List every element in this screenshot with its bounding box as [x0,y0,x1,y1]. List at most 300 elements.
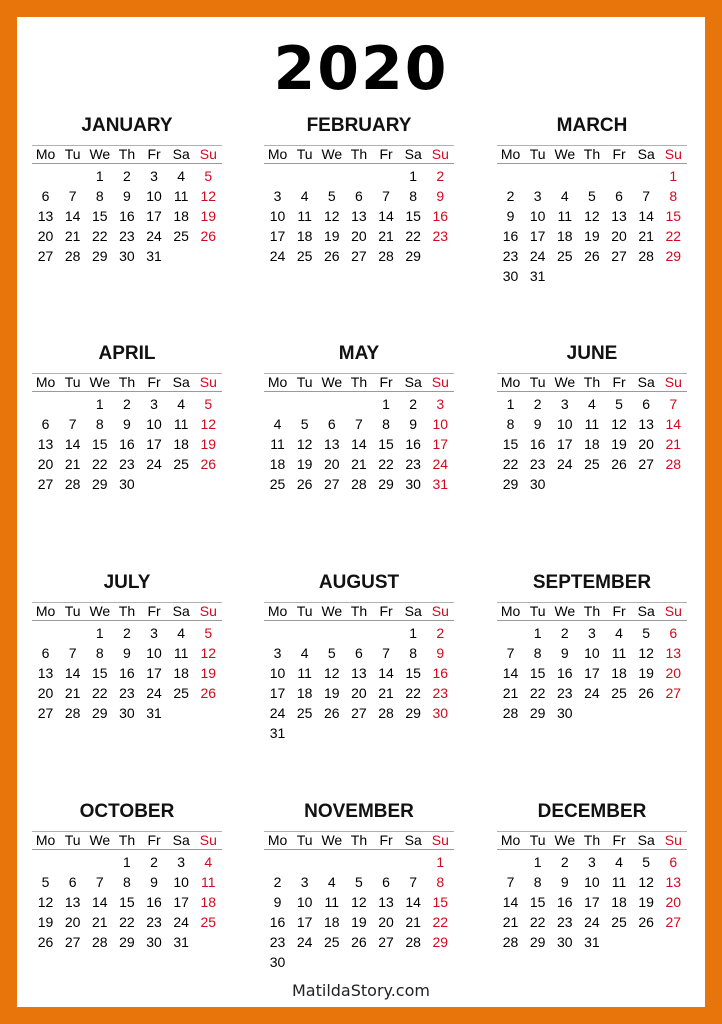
weekday-label: Sa [637,832,655,848]
day-cell: 26 [638,685,654,701]
weekday-label: Tu [529,374,546,390]
day-cell: 15 [529,894,546,910]
day-cell: 18 [611,894,627,910]
day-cell: 9 [409,416,418,432]
empty-cell [373,166,400,186]
day-cell: 16 [432,665,449,681]
day-cell: 10 [269,208,286,224]
weekday-header [264,373,454,392]
day-cell: 7 [382,188,390,204]
day-cell: 9 [560,645,569,661]
empty-cell [606,166,633,186]
month-march [497,115,687,286]
day-cell: 24 [529,248,546,264]
day-cell: 14 [92,894,108,910]
weekday-label: Fr [147,146,161,162]
day-cell: 25 [584,456,600,472]
weekday-label: Fr [147,832,161,848]
day-cell: 7 [669,396,678,412]
empty-cell [373,852,400,872]
day-cell: 30 [119,248,135,264]
day-cell: 10 [557,416,573,432]
weekday-label: Fr [612,146,626,162]
day-cell: 28 [665,456,682,472]
day-cell: 27 [37,705,54,721]
day-cell: 25 [557,248,573,264]
empty-cell [524,166,551,186]
day-cell: 19 [611,436,627,452]
day-cell: 17 [557,436,573,452]
weekday-label: Sa [172,146,190,162]
weekday-header [497,373,687,392]
empty-cell [264,623,291,643]
day-cell: 22 [502,456,519,472]
day-cell: 10 [432,416,449,432]
day-cell: 12 [611,416,627,432]
day-cell: 24 [269,248,286,264]
day-cell: 19 [200,665,217,681]
day-cell: 3 [588,625,596,641]
day-cell: 28 [64,705,81,721]
day-cell: 25 [296,705,313,721]
day-cell: 5 [300,416,309,432]
empty-cell [59,852,86,872]
day-cell: 6 [355,645,363,661]
day-cell: 8 [95,416,104,432]
day-cell: 22 [92,228,108,244]
day-cell: 7 [506,645,515,661]
weekday-label: Su [431,603,449,619]
day-cell: 21 [405,914,421,930]
day-cell: 5 [204,396,213,412]
empty-cell [32,394,59,414]
day-cell: 21 [502,685,519,701]
day-cell: 16 [529,436,546,452]
weekday-header [264,602,454,621]
day-cell: 14 [502,665,519,681]
day-cell: 21 [351,456,367,472]
day-cell: 4 [177,625,186,641]
weekday-label: Sa [172,832,190,848]
day-cell: 22 [529,914,546,930]
day-cell: 23 [502,248,519,264]
month-name: JUNE [566,343,618,364]
day-cell: 3 [150,625,158,641]
weekday-label: Sa [404,374,422,390]
day-cell: 21 [665,436,682,452]
day-cell: 25 [269,476,286,492]
day-cell: 27 [324,476,340,492]
day-cell: 27 [351,705,367,721]
weekday-header [497,145,687,164]
day-cell: 30 [529,476,546,492]
day-cell: 23 [269,934,286,950]
day-cell: 16 [405,436,421,452]
day-cell: 28 [502,705,519,721]
weekday-label: We [89,603,111,619]
weekday-label: Th [583,832,601,848]
day-cell: 28 [92,934,108,950]
day-cell: 10 [529,208,546,224]
day-cell: 5 [204,168,213,184]
weekday-label: Tu [64,146,81,162]
weekday-label: Sa [404,146,422,162]
weekday-label: Fr [379,832,393,848]
day-cell: 9 [436,645,445,661]
day-cell: 26 [200,685,217,701]
month-name: FEBRUARY [306,115,412,136]
day-cell: 5 [642,854,651,870]
weekday-header [497,602,687,621]
empty-cell [86,852,113,872]
day-cell: 15 [502,436,519,452]
day-cell: 27 [378,934,394,950]
day-cell: 4 [615,854,623,870]
day-cell: 5 [327,188,336,204]
day-cell: 7 [382,645,390,661]
calendar-page [17,17,705,1007]
weekday-label: Th [118,146,136,162]
day-cell: 7 [68,645,77,661]
day-cell: 26 [351,934,367,950]
weekday-label: Mo [35,374,56,390]
empty-cell [497,852,524,872]
day-cell: 4 [327,874,336,890]
day-cell: 30 [557,705,573,721]
weekday-label: Su [199,603,217,619]
day-cell: 22 [405,685,421,701]
weekday-label: Su [199,832,217,848]
day-cell: 29 [529,934,546,950]
day-cell: 5 [204,625,213,641]
day-cell: 29 [529,705,546,721]
weekday-label: Th [350,146,368,162]
day-cell: 11 [611,645,627,661]
day-cell: 5 [41,874,50,890]
day-cell: 11 [557,208,573,224]
weekday-label: Fr [147,374,161,390]
day-cell: 17 [269,228,286,244]
weekday-label: Sa [637,374,655,390]
day-cell: 19 [37,914,54,930]
day-cell: 31 [584,934,600,950]
month-april [32,343,222,494]
day-cell: 4 [300,188,309,204]
day-cell: 29 [432,934,449,950]
empty-cell [59,394,86,414]
day-cell: 6 [41,645,50,661]
empty-cell [373,623,400,643]
day-cell: 3 [150,168,158,184]
day-cell: 28 [378,248,394,264]
weekday-header [32,602,222,621]
day-cell: 3 [560,396,569,412]
weekday-label: Tu [529,146,546,162]
day-cell: 13 [37,665,54,681]
day-cell: 14 [378,665,394,681]
month-name: NOVEMBER [304,801,414,822]
day-cell: 11 [173,188,189,204]
weekday-label: Th [118,832,136,848]
empty-cell [400,852,427,872]
empty-cell [264,394,291,414]
weekday-label: Mo [500,832,521,848]
day-cell: 14 [378,208,394,224]
day-cell: 16 [269,914,286,930]
weekday-label: Sa [404,832,422,848]
day-cell: 22 [405,228,421,244]
day-cell: 15 [119,894,135,910]
day-cell: 2 [123,625,131,641]
day-cell: 8 [409,188,418,204]
day-cell: 16 [119,665,135,681]
day-cell: 3 [150,396,158,412]
day-cell: 24 [269,705,286,721]
day-cell: 11 [297,665,312,681]
day-grid [497,852,687,952]
day-cell: 8 [506,416,515,432]
day-cell: 9 [123,188,131,204]
day-cell: 29 [405,705,421,721]
day-cell: 14 [64,665,81,681]
day-cell: 11 [584,416,600,432]
day-cell: 9 [436,188,445,204]
day-cell: 10 [584,645,600,661]
empty-cell [345,852,372,872]
day-cell: 18 [173,436,189,452]
day-cell: 17 [296,914,313,930]
weekday-label: Fr [612,832,626,848]
day-cell: 10 [146,188,162,204]
day-cell: 22 [92,685,108,701]
day-cell: 14 [665,416,682,432]
day-cell: 25 [611,685,627,701]
day-cell: 5 [327,645,336,661]
weekday-label: Su [431,146,449,162]
day-cell: 9 [123,416,131,432]
weekday-label: We [89,146,111,162]
day-cell: 7 [95,874,104,890]
day-cell: 29 [502,476,519,492]
day-cell: 29 [92,476,108,492]
month-august [264,572,454,743]
day-cell: 4 [560,188,569,204]
empty-cell [291,394,318,414]
day-cell: 12 [200,188,217,204]
empty-cell [318,166,345,186]
day-cell: 19 [200,208,217,224]
weekday-label: Mo [500,603,521,619]
day-cell: 10 [269,665,286,681]
day-cell: 12 [638,874,654,890]
day-cell: 26 [200,456,217,472]
day-cell: 28 [502,934,519,950]
empty-cell [497,166,524,186]
day-cell: 11 [324,894,340,910]
month-december [497,801,687,952]
weekday-label: We [321,832,343,848]
day-cell: 27 [611,248,627,264]
day-cell: 23 [119,685,135,701]
weekday-label: Su [199,374,217,390]
day-cell: 25 [173,456,189,472]
day-cell: 12 [638,645,654,661]
weekday-label: Th [118,603,136,619]
day-cell: 15 [405,208,421,224]
weekday-label: We [554,146,576,162]
empty-cell [264,166,291,186]
day-cell: 24 [146,228,162,244]
day-cell: 1 [95,396,104,412]
day-cell: 19 [324,228,340,244]
day-cell: 6 [41,416,50,432]
weekday-label: Mo [500,146,521,162]
month-june [497,343,687,494]
day-cell: 20 [611,228,627,244]
day-cell: 15 [432,894,449,910]
weekday-label: We [321,603,343,619]
day-cell: 20 [64,914,81,930]
day-cell: 8 [533,645,542,661]
month-name: JULY [103,572,151,593]
day-cell: 2 [436,625,445,641]
day-cell: 20 [378,914,394,930]
day-cell: 21 [64,685,81,701]
day-cell: 26 [296,476,313,492]
day-cell: 30 [119,476,135,492]
day-cell: 19 [584,228,600,244]
day-cell: 6 [355,188,363,204]
day-cell: 25 [173,228,189,244]
weekday-label: Th [350,832,368,848]
weekday-label: Tu [296,603,313,619]
day-cell: 1 [382,396,390,412]
day-cell: 1 [506,396,515,412]
day-cell: 6 [382,874,390,890]
day-cell: 23 [557,685,573,701]
day-cell: 22 [92,456,108,472]
year-title: 2020 [273,34,449,104]
empty-cell [291,623,318,643]
day-cell: 16 [502,228,519,244]
day-cell: 7 [642,188,651,204]
day-cell: 9 [533,416,542,432]
weekday-label: We [554,832,576,848]
weekday-label: We [321,374,343,390]
day-cell: 21 [638,228,654,244]
day-cell: 8 [95,645,104,661]
day-cell: 18 [584,436,600,452]
month-name: DECEMBER [537,801,647,822]
day-cell: 21 [92,914,108,930]
weekday-header [32,373,222,392]
day-cell: 6 [642,396,651,412]
day-cell: 27 [351,248,367,264]
weekday-label: Su [664,603,682,619]
day-cell: 24 [584,914,600,930]
day-cell: 13 [351,208,367,224]
day-cell: 8 [95,188,104,204]
day-cell: 13 [351,665,367,681]
day-cell: 20 [638,436,654,452]
day-cell: 11 [173,416,189,432]
day-cell: 15 [665,208,682,224]
day-cell: 10 [584,874,600,890]
day-cell: 11 [270,436,285,452]
day-cell: 23 [119,228,135,244]
day-cell: 3 [273,188,282,204]
day-grid [32,852,222,952]
day-cell: 14 [405,894,421,910]
day-cell: 9 [506,208,515,224]
day-cell: 4 [273,416,282,432]
day-cell: 12 [37,894,54,910]
day-cell: 7 [355,416,363,432]
empty-cell [32,623,59,643]
day-cell: 7 [506,874,515,890]
day-cell: 26 [584,248,600,264]
day-cell: 4 [204,854,213,870]
day-cell: 19 [351,914,367,930]
day-cell: 30 [432,705,449,721]
day-cell: 30 [405,476,421,492]
day-cell: 20 [37,685,54,701]
day-cell: 4 [300,645,309,661]
day-cell: 2 [560,625,569,641]
day-cell: 1 [533,854,542,870]
day-cell: 2 [150,854,158,870]
day-cell: 3 [300,874,309,890]
day-cell: 10 [146,416,162,432]
weekday-label: Tu [296,146,313,162]
day-cell: 30 [557,934,573,950]
day-cell: 18 [269,456,286,472]
day-cell: 26 [37,934,54,950]
day-cell: 8 [436,874,445,890]
day-cell: 25 [200,914,217,930]
day-cell: 24 [173,914,189,930]
day-cell: 8 [123,874,131,890]
day-cell: 19 [324,685,340,701]
day-cell: 31 [173,934,189,950]
month-name: MAY [338,343,380,364]
day-cell: 15 [92,436,108,452]
day-cell: 12 [324,665,340,681]
day-cell: 17 [173,894,189,910]
weekday-label: Mo [267,146,288,162]
day-cell: 31 [146,705,162,721]
weekday-label: Tu [64,374,81,390]
weekday-header [497,831,687,850]
day-cell: 22 [529,685,546,701]
empty-cell [264,852,291,872]
weekday-label: Mo [267,374,288,390]
day-cell: 4 [177,396,186,412]
day-grid [32,394,222,494]
day-cell: 6 [615,188,623,204]
day-cell: 24 [296,934,313,950]
day-cell: 7 [68,188,77,204]
day-cell: 12 [296,436,313,452]
day-cell: 6 [41,188,50,204]
day-cell: 5 [615,396,623,412]
empty-cell [318,623,345,643]
day-grid [264,623,454,743]
empty-cell [497,623,524,643]
day-cell: 24 [146,456,162,472]
day-cell: 22 [432,914,449,930]
month-july [32,572,222,723]
